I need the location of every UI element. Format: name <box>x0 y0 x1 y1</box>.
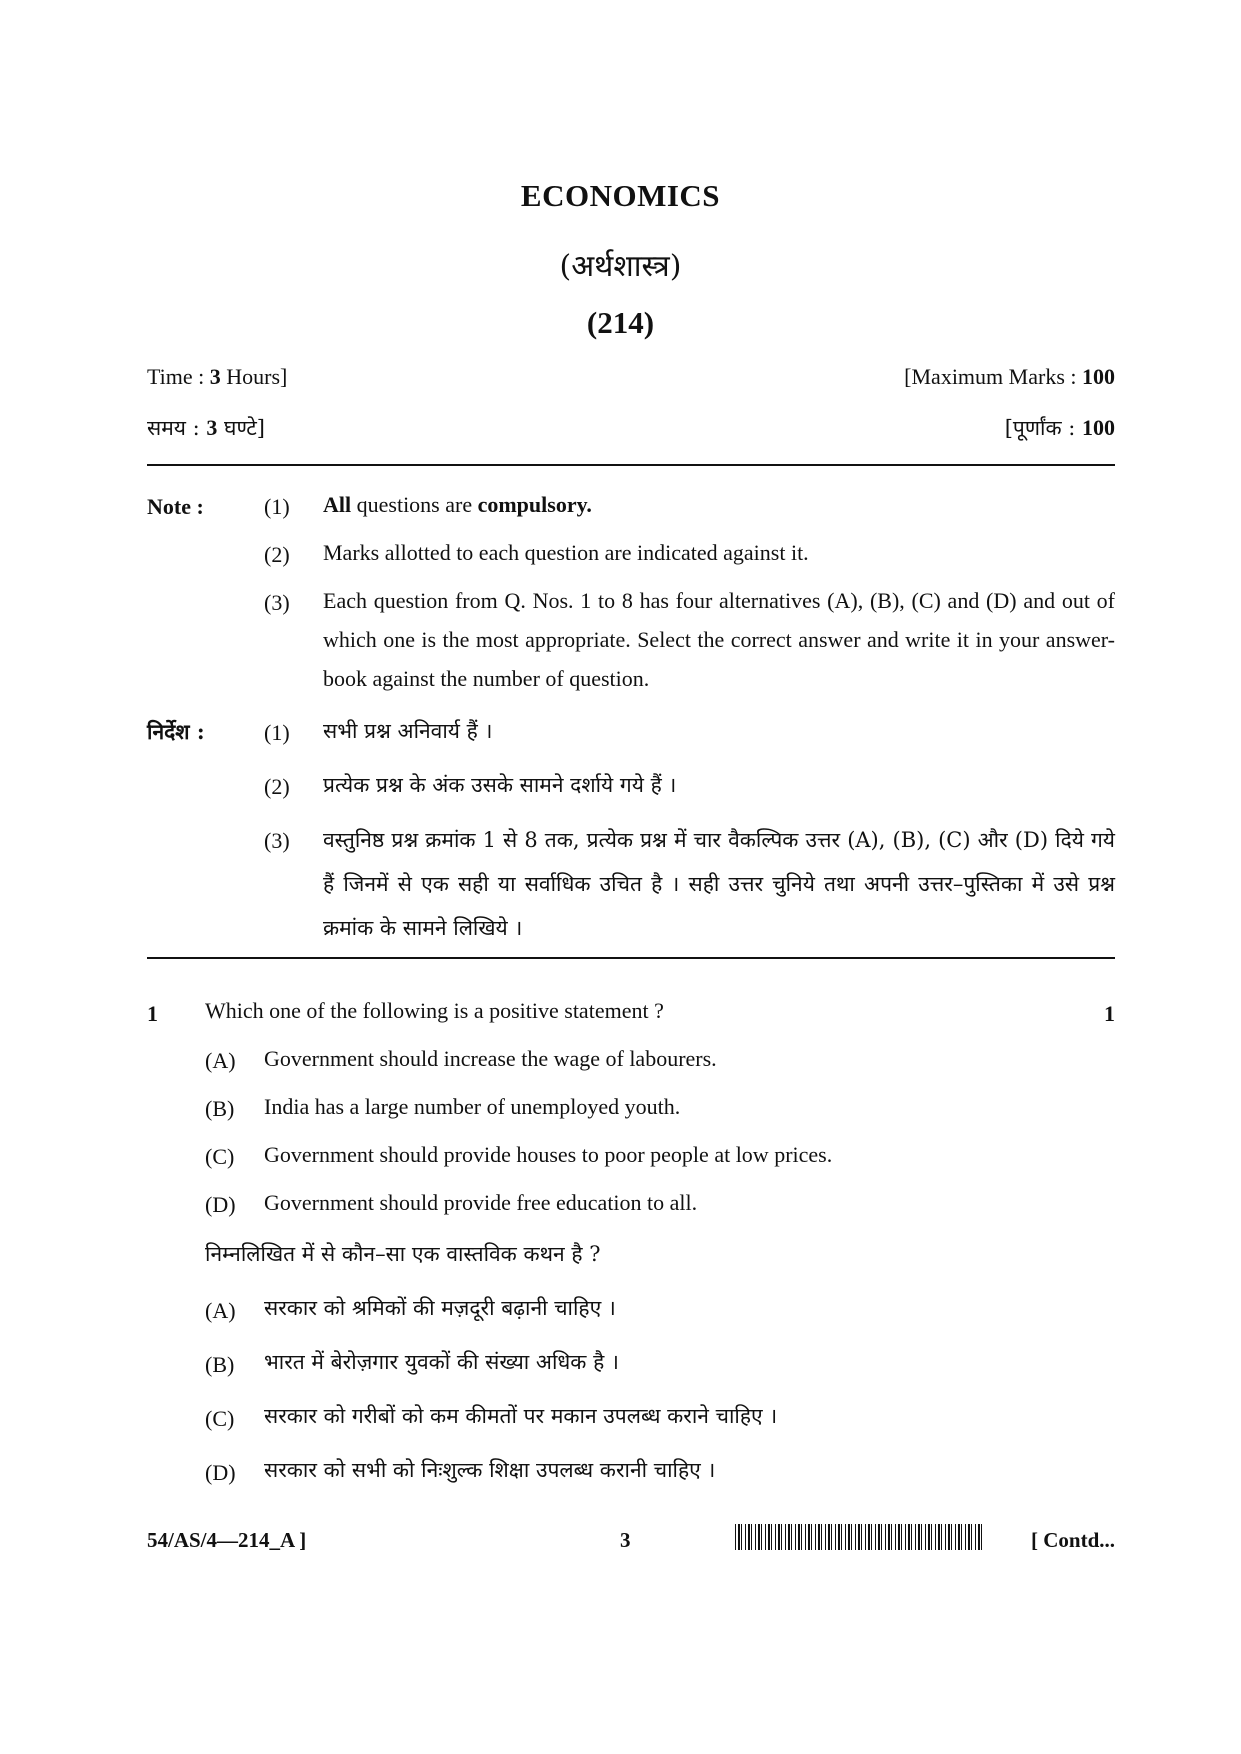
page-number: 3 <box>620 1528 631 1552</box>
question-text: Which one of the following is a positive statement ? <box>205 998 664 1023</box>
option-text-hindi: सरकार को श्रमिकों की मज़दूरी बढ़ानी चाहिए । <box>264 1296 616 1320</box>
note-label-hindi: निर्देश : <box>147 719 205 744</box>
question-marks: 1 <box>1104 1001 1115 1026</box>
option-text-hindi: सरकार को गरीबों को कम कीमतों पर मकान उपलब्ध कराने चाहिए । <box>264 1404 778 1428</box>
barcode <box>735 1524 985 1550</box>
subject-code: (214) <box>586 305 655 340</box>
subject-title: ECONOMICS <box>520 178 721 213</box>
option-text: Government should increase the wage of labourers. <box>264 1046 717 1071</box>
max-marks-en: [Maximum Marks : 100 <box>904 364 1115 389</box>
note-number: (3) <box>264 828 290 853</box>
note-number: (3) <box>264 590 290 615</box>
option-letter: (C) <box>205 1406 235 1431</box>
notes-divider <box>147 957 1115 959</box>
option-letter: (A) <box>205 1298 236 1323</box>
question-text-hindi: निम्नलिखित में से कौन–सा एक वास्तविक कथन है ? <box>205 1242 601 1266</box>
option-text: Government should provide houses to poor people at low prices. <box>264 1142 833 1167</box>
note-number: (1) <box>264 494 290 519</box>
option-text-hindi: सरकार को सभी को निःशुल्क शिक्षा उपलब्ध करानी चाहिए । <box>264 1458 716 1482</box>
time-en: Time : 3 Hours] <box>147 364 288 389</box>
note-label: Note : <box>147 494 204 519</box>
option-letter: (B) <box>205 1096 235 1121</box>
option-letter: (B) <box>205 1352 235 1377</box>
max-marks-hi: [पूर्णांक : 100 <box>1004 415 1115 440</box>
note-number: (2) <box>264 774 290 799</box>
option-letter: (D) <box>205 1192 236 1217</box>
continued-label: [ Contd... <box>1030 1528 1115 1552</box>
option-letter: (C) <box>205 1144 235 1169</box>
option-text: India has a large number of unemployed youth. <box>264 1094 681 1119</box>
option-letter: (A) <box>205 1048 236 1073</box>
time-hi: समय : 3 घण्टे] <box>147 415 265 440</box>
note-item-hindi: प्रत्येक प्रश्न के अंक उसके सामने दर्शाये गये हैं । <box>323 773 677 797</box>
note-number: (1) <box>264 720 290 745</box>
note-item-hindi: सभी प्रश्न अनिवार्य हैं । <box>323 719 493 743</box>
note-item: Each question from Q. Nos. 1 to 8 has four alternatives (A), (B), (C) and (D) and out of which one is the most appropriate. Select the correct answer and write it in your answer-book against the number of question. <box>323 588 1115 691</box>
option-text: Government should provide free education to all. <box>264 1190 698 1215</box>
note-number: (2) <box>264 542 290 567</box>
note-item-hindi: वस्तुनिष्ठ प्रश्न क्रमांक 1 से 8 तक, प्रत्येक प्रश्न में चार वैकल्पिक उत्तर (A), (B), (C) और (D) दिये गये हैं जिनमें से एक सही या सर्वाधिक उचित है । सही उत्तर चुनिये तथा अपनी उत्तर–पुस्तिका में उसे प्रश्न क्रमांक के सामने लिखिये । <box>323 828 1115 940</box>
subject-title-hindi: (अर्थशास्त्र) <box>559 249 682 284</box>
question-number: 1 <box>147 1001 158 1026</box>
header-divider <box>147 464 1115 466</box>
note-item: Marks allotted to each question are indicated against it. <box>323 540 809 565</box>
option-letter: (D) <box>205 1460 236 1485</box>
note-item: All questions are compulsory. <box>323 492 592 517</box>
option-text-hindi: भारत में बेरोज़गार युवकों की संख्या अधिक है । <box>264 1350 619 1374</box>
paper-code: 54/AS/4—214_A ] <box>147 1528 307 1552</box>
